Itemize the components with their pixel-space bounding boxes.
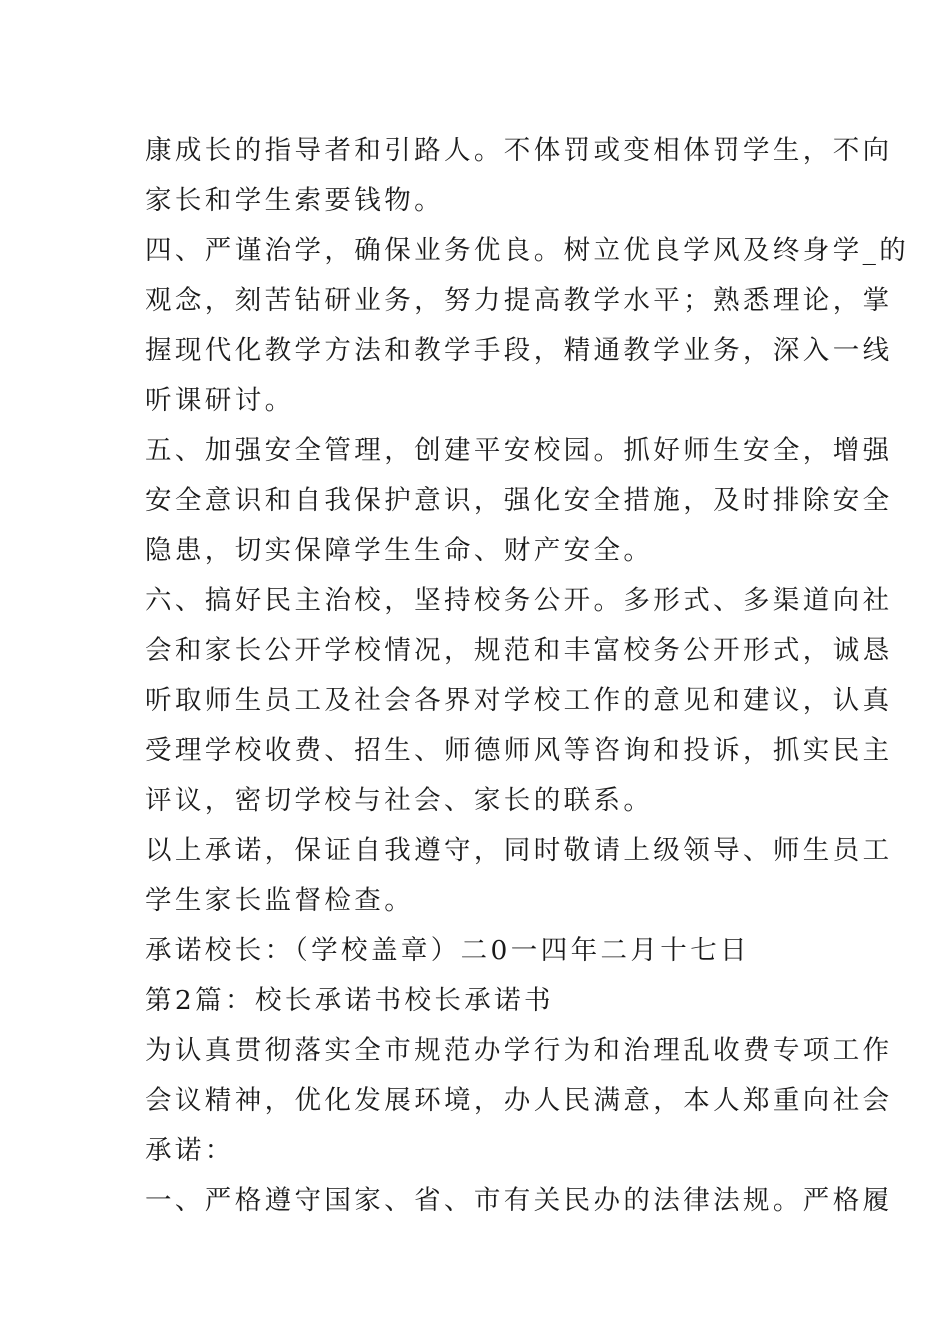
text-line-21: 承诺： xyxy=(145,1135,235,1166)
text-line-8: 安全意识和自我保护意识，强化安全措施，及时排除安全 xyxy=(145,485,893,516)
text-line-4: 观念，刻苦钻研业务，努力提高教学水平；熟悉理论，掌 xyxy=(145,285,893,316)
text-line-12: 听取师生员工及社会各界对学校工作的意见和建议，认真 xyxy=(145,685,893,716)
text-line-22: 一、严格遵守国家、省、市有关民办的法律法规。严格履 xyxy=(145,1185,893,1216)
text-line-19: 为认真贯彻落实全市规范办学行为和治理乱收费专项工作 xyxy=(145,1035,893,1066)
text-line-11: 会和家长公开学校情况，规范和丰富校务公开形式，诚恳 xyxy=(145,635,893,666)
text-line-14: 评议，密切学校与社会、家长的联系。 xyxy=(145,785,654,816)
text-line-2: 家长和学生索要钱物。 xyxy=(145,185,444,216)
text-line-6: 听课研讨。 xyxy=(145,385,295,416)
text-line-7: 五、加强安全管理，创建平安校园。抓好师生安全，增强 xyxy=(145,435,893,466)
text-line-5: 握现代化教学方法和教学手段，精通教学业务，深入一线 xyxy=(145,335,893,366)
text-line-20: 会议精神，优化发展环境，办人民满意，本人郑重向社会 xyxy=(145,1085,893,1116)
text-line-13: 受理学校收费、招生、师德师风等咨询和投诉，抓实民主 xyxy=(145,735,893,766)
text-line-10: 六、搞好民主治校，坚持校务公开。多形式、多渠道向社 xyxy=(145,585,893,616)
text-line-1: 康成长的指导者和引路人。不体罚或变相体罚学生，不向 xyxy=(145,135,893,166)
text-line-15: 以上承诺，保证自我遵守，同时敬请上级领导、师生员工 xyxy=(145,835,893,866)
text-line-16: 学生家长监督检查。 xyxy=(145,885,415,916)
text-line-18: 第2篇：校长承诺书校长承诺书 xyxy=(145,985,554,1016)
text-line-9: 隐患，切实保障学生生命、财产安全。 xyxy=(145,535,654,566)
text-line-17: 承诺校长：（学校盖章）二0一四年二月十七日 xyxy=(145,935,751,966)
document-body xyxy=(145,126,910,1226)
text-line-3: 四、严谨治学，确保业务优良。树立优良学风及终身学_的 xyxy=(145,235,910,266)
